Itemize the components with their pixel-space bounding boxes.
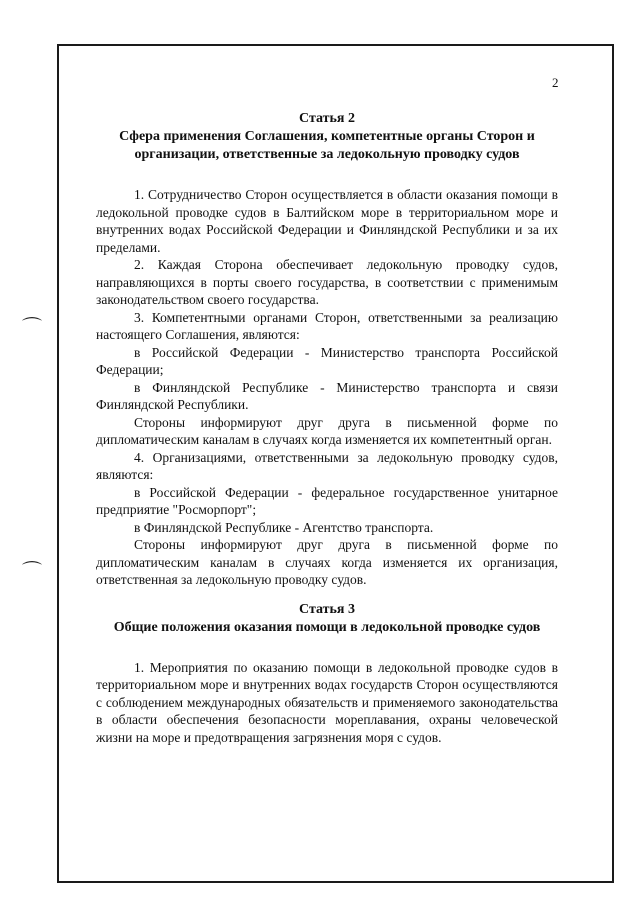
article-2-heading: [96, 110, 558, 164]
paragraph: Стороны информируют друг друга в письменной форме по дипломатическим каналам в случаях когда изменяется их компетентный орган.: [96, 414, 558, 447]
paragraph: в Финляндской Республике - Агентство транспорта.: [134, 519, 434, 535]
article-3-text: [96, 659, 558, 747]
article-2-subtitle: Сфера применения Соглашения, компетентные органы Сторон и организации, ответственные за ледокольную проводку судов: [119, 129, 535, 162]
article-3-subtitle: Общие положения оказания помощи в ледокольной проводке судов: [113, 619, 541, 635]
article-3-title: Статья 3: [299, 601, 355, 617]
paragraph: 2. Каждая Сторона обеспечивает ледокольную проводку судов, направляющихся в порты своего государства, в соответствии с применимым законодательством своего государства.: [96, 257, 558, 307]
paragraph: Стороны информируют друг друга в письменной форме по дипломатическим каналам в случаях когда изменяется их организация, ответственная за ледокольную проводку судов.: [96, 537, 558, 587]
page-number: 2: [552, 75, 559, 90]
paragraph: 1. Сотрудничество Сторон осуществляется в области оказания помощи в ледокольной проводке судов в Балтийском море в территориальном море и внутренних водах Российской Федерации и Финляндской Республики и за их пределами.: [96, 187, 558, 255]
article-3-heading: [96, 601, 558, 637]
article-2-text: [96, 186, 558, 589]
paragraph: в Российской Федерации - федеральное государственное унитарное предприятие "Росморпорт";: [96, 484, 558, 517]
paragraph: 4. Организациями, ответственными за ледокольную проводку судов, являются:: [96, 449, 558, 482]
document-body: [96, 110, 558, 746]
paragraph: в Российской Федерации - Министерство транспорта Российской Федерации;: [96, 344, 558, 377]
paragraph: 3. Компетентными органами Сторон, ответственными за реализацию настоящего Соглашения, являются:: [96, 309, 558, 342]
paragraph: 1. Мероприятия по оказанию помощи в ледокольной проводке судов в территориальном море и внутренних водах государств Сторон осуществляются с соблюдением международных обязательств и применяемого законодательства в области обеспечения безопасности мореплавания, охраны человеческой жизни на море и предотвращения загрязнения моря с судов.: [96, 659, 558, 745]
binding-hole-mark-bottom: ⌒: [22, 561, 42, 583]
paragraph: в Финляндской Республике - Министерство транспорта и связи Финляндской Республики.: [96, 379, 558, 412]
article-2-title: Статья 2: [299, 111, 355, 126]
binding-hole-mark-top: ⌒: [22, 317, 42, 339]
